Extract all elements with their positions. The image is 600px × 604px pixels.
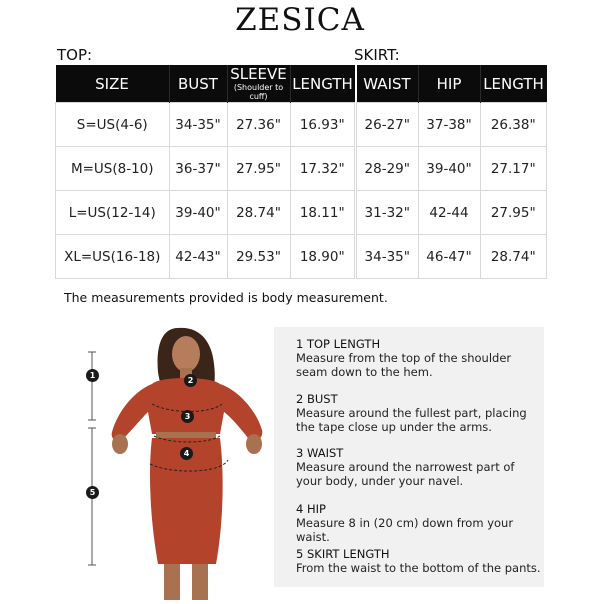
table-row [357, 147, 547, 191]
table-header-row [357, 65, 547, 103]
length-cell: 16.93" [290, 103, 355, 147]
hip-cell: 37-38" [418, 103, 480, 147]
waist-cell: 34-35" [357, 235, 419, 279]
top-size-table [55, 65, 355, 279]
size-cell: L=US(12-14) [56, 191, 170, 235]
table-header-row [56, 65, 355, 103]
sleeve-header-sub: (Shoulder to cuff) [233, 82, 284, 101]
model-figure [60, 320, 280, 600]
waist-cell: 28-29" [357, 147, 419, 191]
callout-3: 3 [181, 410, 194, 423]
instruction-title: 5 SKIRT LENGTH [296, 547, 390, 561]
instruction-text: Measure around the narrowest part of your body, under your navel. [296, 460, 515, 488]
waist-cell: 31-32" [357, 191, 419, 235]
size-cell: XL=US(16-18) [56, 235, 170, 279]
table-row [56, 191, 355, 235]
length-cell: 18.11" [290, 191, 355, 235]
callout-1: 1 [86, 369, 99, 382]
bust-cell: 39-40" [169, 191, 227, 235]
waist-cell: 26-27" [357, 103, 419, 147]
table-row [357, 103, 547, 147]
table-row [56, 103, 355, 147]
hip-cell: 46-47" [418, 235, 480, 279]
hand-left [112, 434, 128, 454]
col-header-skirt-length: LENGTH [480, 65, 547, 103]
sleeve-cell: 29.53" [227, 235, 290, 279]
callout-5: 5 [86, 486, 99, 499]
col-header-hip: HIP [418, 65, 480, 103]
instruction-text: Measure 8 in (20 cm) down from your waist. [296, 516, 514, 544]
instruction-text: Measure around the fullest part, placing the tape close up under the arms. [296, 406, 527, 434]
instruction-bust [296, 392, 541, 434]
hand-right [246, 434, 262, 454]
instruction-skirt-length [296, 547, 541, 575]
leg-right [192, 564, 208, 600]
top-section-label: TOP: [57, 46, 93, 64]
size-cell: M=US(8-10) [56, 147, 170, 191]
col-header-length: LENGTH [290, 65, 355, 103]
skirt-length-cell: 27.95" [480, 191, 547, 235]
skirt-size-table [356, 65, 547, 279]
instruction-title: 3 WAIST [296, 446, 344, 460]
callout-4: 4 [180, 447, 193, 460]
skirt-length-cell: 26.38" [480, 103, 547, 147]
measurement-note: The measurements provided is body measurement. [64, 290, 388, 305]
table-row [56, 147, 355, 191]
bust-cell: 34-35" [169, 103, 227, 147]
table-row [56, 235, 355, 279]
sleeve-cell: 28.74" [227, 191, 290, 235]
instruction-title: 1 TOP LENGTH [296, 337, 381, 351]
instruction-waist [296, 446, 541, 488]
col-header-sleeve [227, 65, 290, 103]
leg-left [164, 564, 180, 600]
col-header-size: SIZE [56, 65, 170, 103]
callout-2: 2 [184, 374, 197, 387]
skirt-length-cell: 28.74" [480, 235, 547, 279]
sleeve-cell: 27.95" [227, 147, 290, 191]
instruction-title: 4 HIP [296, 502, 326, 516]
instruction-top-length [296, 337, 541, 379]
skirt-length-cell: 27.17" [480, 147, 547, 191]
bust-cell: 36-37" [169, 147, 227, 191]
size-cell: S=US(4-6) [56, 103, 170, 147]
table-row [357, 191, 547, 235]
length-cell: 17.32" [290, 147, 355, 191]
table-row [357, 235, 547, 279]
col-header-waist: WAIST [357, 65, 419, 103]
skirt-section-label: SKIRT: [354, 46, 400, 64]
model-illustration [60, 320, 280, 600]
col-header-bust: BUST [169, 65, 227, 103]
instructions-panel [274, 327, 544, 587]
sleeve-header-label: SLEEVE [230, 64, 287, 83]
bust-cell: 42-43" [169, 235, 227, 279]
instruction-hip [296, 502, 541, 544]
instruction-text: Measure from the top of the shoulder seam down to the hem. [296, 351, 512, 379]
length-cell: 18.90" [290, 235, 355, 279]
brand-logo: ZESICA [235, 2, 365, 38]
instruction-title: 2 BUST [296, 392, 338, 406]
hip-cell: 42-44 [418, 191, 480, 235]
hip-cell: 39-40" [418, 147, 480, 191]
face-shape [172, 336, 200, 372]
sleeve-cell: 27.36" [227, 103, 290, 147]
instruction-text: From the waist to the bottom of the pants. [296, 561, 541, 575]
